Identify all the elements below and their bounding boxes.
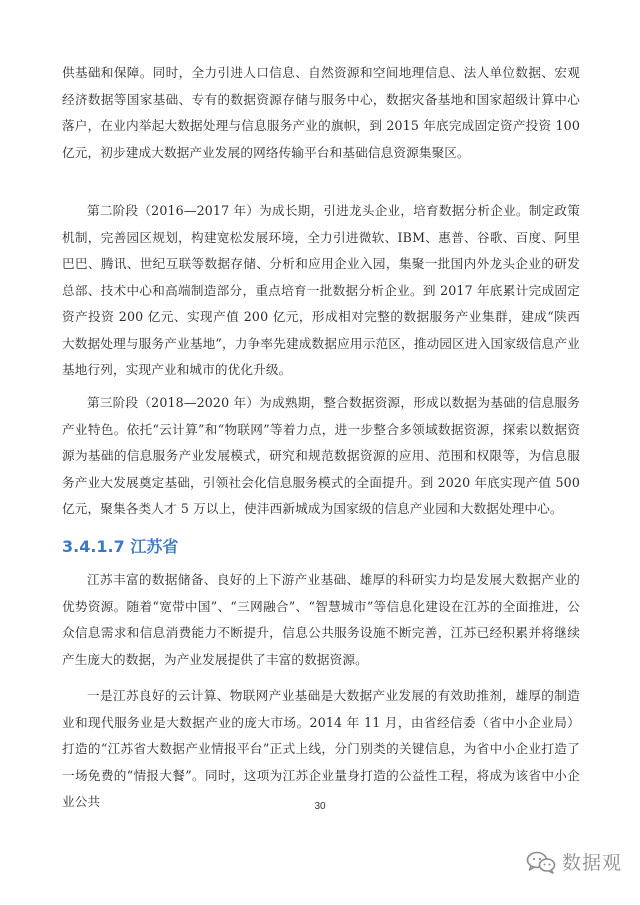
watermark-text: 数据观	[561, 852, 622, 874]
paragraph-jiangsu-point1: 一是江苏良好的云计算、物联网产业基础是大数据产业发展的有效助推剂，雄厚的制造业和现代服务业是大数据产业的庞大市场。2014 年 11 月，由省经信委（省中小企业局）打造的“江苏省大数据产业情报平台”正式上线，分门别类的关键信息，为省中小企业打造了一场免费的“情报大餐”。同时，这项为江苏企业量身打造的公益性工程，将成为该省中小企业公共	[62, 688, 580, 809]
watermark	[526, 848, 622, 875]
paragraph-phase3: 第三阶段（2018—2020 年）为成熟期，整合数据资源，形成以数据为基础的信息服务产业特色。依托“云计算”和“物联网”等着力点，进一步整合多领域数据资源，探索以数据资源为基础的信息服务产业发展模式，研究和规范数据资源的应用、范围和权限等，为信息服务产业大发展奠定基础，引领社会化信息服务模式的全面提升。到 2020 年底实现产值 500 亿元，聚集各类人才 5 万以上，使沣西新城成为国家级的信息产业园和大数据处理中心。	[62, 395, 580, 516]
paragraph-jiangsu-intro: 江苏丰富的数据储备、良好的上下游产业基础、雄厚的科研实力均是发展大数据产业的优势资源。随着“宽带中国”、“三网融合”、“智慧城市”等信息化建设在江苏的全面推进，公众信息需求和信息消费能力不断提升，信息公共服务设施不断完善，江苏已经积累并将继续产生庞大的数据，为产业发展提供了丰富的数据资源。	[62, 572, 580, 667]
page-number: 30	[314, 801, 326, 812]
wechat-icon	[526, 850, 556, 874]
paragraph-phase2: 第二阶段（2016—2017 年）为成长期，引进龙头企业，培育数据分析企业。制定政策机制，完善园区规划，构建宽松发展环境，全力引进微软、IBM、惠普、谷歌、百度、阿里巴巴、腾讯、世纪互联等数据存储、分析和应用企业入园，集聚一批国内外龙头企业的研发总部、技术中心和高端制造部分，重点培育一批数据分析企业。到 2017 年底累计完成固定资产投资 200 亿元、实现产值 200 亿元，形成相对完整的数据服务产业集群，建成“陕西大数据处理与服务产业基地”，力争率先建成数据应用示范区，推动园区进入国家级信息产业基地行列，实现产业和城市的优化升级。	[62, 203, 580, 377]
section-heading: 3.4.1.7 江苏省	[62, 537, 179, 556]
paragraph-phase1-continuation: 供基础和保障。同时，全力引进人口信息、自然资源和空间地理信息、法人单位数据、宏观经济数据等国家基础、专有的数据资源存储与服务中心，数据灾备基地和国家超级计算中心落户，在业内举起大数据处理与信息服务产业的旗帜，到 2015 年底完成固定资产投资 100 亿元，初步建成大数据产业发展的网络传输平台和基础信息资源集聚区。	[62, 65, 580, 160]
